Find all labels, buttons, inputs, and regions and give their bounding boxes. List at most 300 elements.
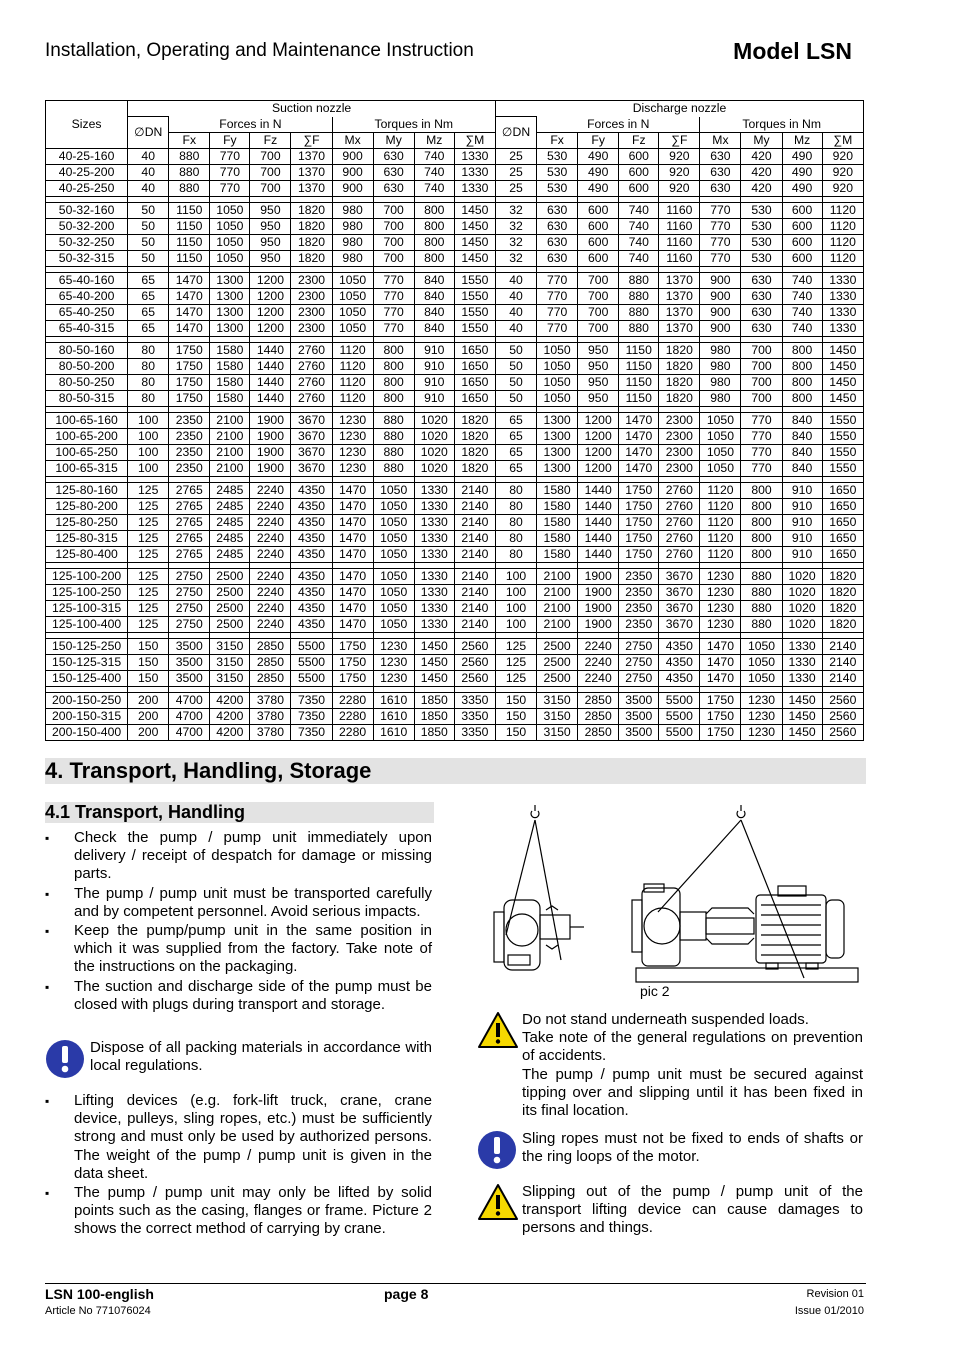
- value-cell: 40: [128, 164, 169, 180]
- size-cell: 125-100-400: [46, 616, 128, 632]
- value-cell: 1050: [741, 638, 782, 654]
- value-cell: 1120: [700, 514, 741, 530]
- size-cell: 80-50-200: [46, 358, 128, 374]
- value-cell: 490: [782, 164, 822, 180]
- header-discharge: Discharge nozzle: [496, 101, 864, 117]
- value-cell: 1900: [250, 444, 291, 460]
- value-cell: 1300: [210, 272, 250, 288]
- value-cell: 1470: [332, 584, 373, 600]
- value-cell: 950: [250, 250, 291, 266]
- value-cell: 200: [128, 724, 169, 740]
- bullet-list: [45, 1092, 432, 1239]
- value-cell: 2850: [578, 724, 619, 740]
- value-cell: 100: [128, 412, 169, 428]
- table-row: [46, 584, 864, 600]
- value-cell: 125: [128, 546, 169, 562]
- value-cell: 420: [741, 180, 782, 196]
- value-cell: 2350: [619, 568, 659, 584]
- value-cell: 2240: [250, 568, 291, 584]
- value-cell: 1580: [210, 390, 250, 406]
- value-cell: 630: [537, 218, 578, 234]
- value-cell: 2350: [619, 584, 659, 600]
- value-cell: 40: [128, 148, 169, 164]
- value-cell: 920: [822, 164, 863, 180]
- bullet-list: [45, 829, 432, 1014]
- value-cell: 700: [250, 180, 291, 196]
- value-cell: 1050: [537, 342, 578, 358]
- value-cell: 1160: [659, 202, 700, 218]
- value-cell: 2760: [659, 546, 700, 562]
- value-cell: 4700: [169, 708, 210, 724]
- value-cell: 1330: [414, 600, 454, 616]
- value-cell: 880: [169, 180, 210, 196]
- value-cell: 770: [537, 320, 578, 336]
- value-cell: 1850: [414, 692, 454, 708]
- value-cell: 1820: [454, 460, 495, 476]
- value-cell: 40: [496, 304, 537, 320]
- value-cell: 4350: [659, 670, 700, 686]
- value-cell: 900: [332, 180, 373, 196]
- value-cell: 770: [700, 202, 741, 218]
- table-row: [46, 250, 864, 266]
- value-cell: 1200: [250, 320, 291, 336]
- value-cell: 600: [619, 180, 659, 196]
- value-cell: 980: [332, 202, 373, 218]
- value-cell: 1230: [373, 670, 414, 686]
- value-cell: 980: [700, 390, 741, 406]
- value-cell: 2350: [619, 600, 659, 616]
- value-cell: 1440: [578, 482, 619, 498]
- value-cell: 490: [578, 164, 619, 180]
- value-cell: 880: [373, 460, 414, 476]
- value-cell: 1160: [659, 250, 700, 266]
- value-cell: 2485: [210, 514, 250, 530]
- value-cell: 1050: [373, 584, 414, 600]
- value-cell: 200: [128, 708, 169, 724]
- value-cell: 4700: [169, 692, 210, 708]
- value-cell: 1020: [782, 616, 822, 632]
- value-cell: 4350: [291, 600, 332, 616]
- warning-suspended-loads: [477, 1011, 863, 1120]
- value-cell: 2140: [822, 638, 863, 654]
- value-cell: 3780: [250, 724, 291, 740]
- value-cell: 1580: [537, 546, 578, 562]
- value-cell: 1150: [619, 390, 659, 406]
- value-cell: 2760: [659, 514, 700, 530]
- value-cell: 125: [496, 638, 537, 654]
- value-cell: 1200: [578, 444, 619, 460]
- value-cell: 1020: [414, 428, 454, 444]
- value-cell: 3150: [537, 724, 578, 740]
- value-cell: 1370: [659, 288, 700, 304]
- size-cell: 200-150-250: [46, 692, 128, 708]
- value-cell: 800: [741, 514, 782, 530]
- value-cell: 1470: [619, 460, 659, 476]
- value-cell: 880: [619, 320, 659, 336]
- value-cell: 2280: [332, 708, 373, 724]
- value-cell: 800: [782, 358, 822, 374]
- value-cell: 1300: [210, 304, 250, 320]
- value-cell: 1050: [741, 654, 782, 670]
- value-cell: 920: [659, 180, 700, 196]
- value-cell: 100: [496, 568, 537, 584]
- value-cell: 4200: [210, 724, 250, 740]
- value-cell: 630: [741, 272, 782, 288]
- size-cell: 125-80-200: [46, 498, 128, 514]
- value-cell: 1050: [373, 482, 414, 498]
- value-cell: 1470: [332, 568, 373, 584]
- value-cell: 2300: [659, 460, 700, 476]
- value-cell: 1020: [414, 412, 454, 428]
- note-disposal: [45, 1039, 432, 1075]
- value-cell: 150: [496, 724, 537, 740]
- value-cell: 2560: [822, 692, 863, 708]
- value-cell: 1820: [822, 600, 863, 616]
- value-cell: 125: [128, 514, 169, 530]
- value-cell: 1470: [619, 444, 659, 460]
- value-cell: 25: [496, 180, 537, 196]
- value-cell: 2850: [250, 654, 291, 670]
- value-cell: 950: [578, 358, 619, 374]
- size-cell: 100-65-200: [46, 428, 128, 444]
- value-cell: 1330: [822, 304, 863, 320]
- value-cell: 700: [373, 250, 414, 266]
- value-cell: 800: [414, 250, 454, 266]
- value-cell: 1820: [659, 358, 700, 374]
- value-cell: 1230: [373, 654, 414, 670]
- value-cell: 630: [741, 320, 782, 336]
- value-cell: 770: [537, 288, 578, 304]
- value-cell: 2300: [659, 444, 700, 460]
- header-forces: Forces in N: [537, 117, 700, 133]
- header-suction: Suction nozzle: [128, 101, 496, 117]
- value-cell: 125: [496, 670, 537, 686]
- value-cell: 3150: [210, 638, 250, 654]
- value-cell: 630: [741, 288, 782, 304]
- value-cell: 900: [332, 148, 373, 164]
- value-cell: 1230: [700, 568, 741, 584]
- value-cell: 1550: [822, 428, 863, 444]
- size-cell: 50-32-160: [46, 202, 128, 218]
- size-cell: 200-150-315: [46, 708, 128, 724]
- value-cell: 1470: [700, 638, 741, 654]
- value-cell: 700: [578, 304, 619, 320]
- value-cell: 2280: [332, 724, 373, 740]
- value-cell: 1450: [414, 654, 454, 670]
- value-cell: 1750: [619, 482, 659, 498]
- value-cell: 2240: [250, 530, 291, 546]
- value-cell: 2300: [291, 304, 332, 320]
- warning-triangle-icon: [477, 1011, 519, 1049]
- value-cell: 1450: [822, 342, 863, 358]
- value-cell: 1370: [659, 272, 700, 288]
- size-cell: 40-25-160: [46, 148, 128, 164]
- value-cell: 4350: [291, 568, 332, 584]
- value-cell: 1450: [782, 708, 822, 724]
- info-exclamation-icon: [45, 1039, 85, 1079]
- table-row: [46, 482, 864, 498]
- value-cell: 700: [578, 272, 619, 288]
- value-cell: 5500: [659, 708, 700, 724]
- value-cell: 770: [741, 460, 782, 476]
- value-cell: 1820: [454, 428, 495, 444]
- size-cell: 50-32-200: [46, 218, 128, 234]
- value-cell: 770: [537, 272, 578, 288]
- value-cell: 910: [782, 482, 822, 498]
- value-cell: 1650: [454, 374, 495, 390]
- value-cell: 1370: [291, 164, 332, 180]
- value-cell: 1470: [169, 272, 210, 288]
- value-cell: 530: [537, 164, 578, 180]
- table-row: [46, 358, 864, 374]
- value-cell: 1450: [822, 374, 863, 390]
- value-cell: 40: [128, 180, 169, 196]
- warning-triangle-icon: [477, 1183, 519, 1221]
- left-column: [45, 829, 432, 1015]
- value-cell: 700: [741, 342, 782, 358]
- column-header: ∑F: [659, 132, 700, 148]
- value-cell: 4350: [291, 616, 332, 632]
- value-cell: 1050: [373, 616, 414, 632]
- value-cell: 3670: [291, 460, 332, 476]
- value-cell: 32: [496, 218, 537, 234]
- list-item: ▪ Keep the pump/pump unit in the same position in which it was supplied from the factory. Take note of the instructions on the packaging.: [45, 922, 432, 977]
- footer-page: page 8: [384, 1286, 429, 1302]
- value-cell: 2140: [454, 530, 495, 546]
- value-cell: 1900: [250, 460, 291, 476]
- table-row: [46, 460, 864, 476]
- size-cell: 125-80-315: [46, 530, 128, 546]
- value-cell: 32: [496, 234, 537, 250]
- value-cell: 1650: [454, 358, 495, 374]
- value-cell: 600: [578, 250, 619, 266]
- value-cell: 1200: [250, 272, 291, 288]
- value-cell: 840: [782, 412, 822, 428]
- value-cell: 1470: [332, 546, 373, 562]
- value-cell: 3780: [250, 692, 291, 708]
- footer-divider: [45, 1283, 866, 1284]
- value-cell: 4350: [291, 498, 332, 514]
- value-cell: 1050: [373, 546, 414, 562]
- value-cell: 1050: [373, 600, 414, 616]
- value-cell: 1580: [537, 498, 578, 514]
- value-cell: 630: [700, 148, 741, 164]
- value-cell: 100: [496, 616, 537, 632]
- value-cell: 2140: [454, 482, 495, 498]
- value-cell: 840: [414, 320, 454, 336]
- value-cell: 2500: [210, 584, 250, 600]
- value-cell: 880: [373, 428, 414, 444]
- value-cell: 1610: [373, 692, 414, 708]
- table-row: [46, 670, 864, 686]
- value-cell: 2765: [169, 530, 210, 546]
- value-cell: 2750: [619, 654, 659, 670]
- value-cell: 880: [619, 272, 659, 288]
- value-cell: 1150: [619, 342, 659, 358]
- value-cell: 770: [741, 412, 782, 428]
- value-cell: 2560: [454, 670, 495, 686]
- value-cell: 770: [537, 304, 578, 320]
- value-cell: 2750: [619, 638, 659, 654]
- value-cell: 1750: [169, 342, 210, 358]
- value-cell: 1050: [332, 288, 373, 304]
- value-cell: 3670: [659, 616, 700, 632]
- value-cell: 1580: [210, 358, 250, 374]
- value-cell: 1650: [822, 530, 863, 546]
- header-torques: Torques in Nm: [700, 117, 864, 133]
- value-cell: 1650: [454, 390, 495, 406]
- value-cell: 1580: [210, 374, 250, 390]
- value-cell: 1450: [822, 358, 863, 374]
- value-cell: 700: [741, 374, 782, 390]
- value-cell: 900: [700, 320, 741, 336]
- size-cell: 40-25-200: [46, 164, 128, 180]
- size-cell: 50-32-315: [46, 250, 128, 266]
- value-cell: 1820: [659, 342, 700, 358]
- value-cell: 630: [700, 180, 741, 196]
- value-cell: 490: [578, 180, 619, 196]
- value-cell: 1120: [700, 482, 741, 498]
- value-cell: 4350: [659, 638, 700, 654]
- value-cell: 840: [782, 444, 822, 460]
- value-cell: 740: [619, 202, 659, 218]
- value-cell: 150: [128, 638, 169, 654]
- value-cell: 1330: [822, 272, 863, 288]
- value-cell: 4350: [291, 530, 332, 546]
- column-header: Fz: [250, 132, 291, 148]
- value-cell: 700: [373, 202, 414, 218]
- value-cell: 1580: [210, 342, 250, 358]
- value-cell: 840: [782, 460, 822, 476]
- value-cell: 3500: [169, 654, 210, 670]
- value-cell: 1580: [537, 482, 578, 498]
- value-cell: 1450: [454, 250, 495, 266]
- value-cell: 4350: [659, 654, 700, 670]
- value-cell: 900: [332, 164, 373, 180]
- value-cell: 880: [373, 412, 414, 428]
- value-cell: 1820: [822, 584, 863, 600]
- value-cell: 1120: [332, 390, 373, 406]
- value-cell: 2750: [169, 584, 210, 600]
- value-cell: 910: [782, 514, 822, 530]
- value-cell: 2760: [659, 530, 700, 546]
- value-cell: 1120: [700, 530, 741, 546]
- value-cell: 5500: [291, 654, 332, 670]
- value-cell: 600: [578, 202, 619, 218]
- value-cell: 65: [496, 428, 537, 444]
- list-item: ▪ The pump / pump unit may only be lifted by solid points such as the casing, flanges or frame. Picture 2 shows the correct method of carrying by crane.: [45, 1184, 432, 1239]
- value-cell: 2760: [291, 358, 332, 374]
- value-cell: 1020: [414, 444, 454, 460]
- value-cell: 2500: [210, 616, 250, 632]
- value-cell: 800: [741, 498, 782, 514]
- value-cell: 80: [496, 498, 537, 514]
- value-cell: 80: [128, 390, 169, 406]
- value-cell: 770: [373, 320, 414, 336]
- value-cell: 7350: [291, 724, 332, 740]
- value-cell: 1440: [578, 546, 619, 562]
- value-cell: 1050: [700, 460, 741, 476]
- value-cell: 900: [700, 272, 741, 288]
- value-cell: 65: [496, 412, 537, 428]
- value-cell: 100: [496, 584, 537, 600]
- value-cell: 900: [700, 304, 741, 320]
- column-header: Mz: [414, 132, 454, 148]
- value-cell: 2240: [250, 584, 291, 600]
- table-row: [46, 412, 864, 428]
- value-cell: 1440: [250, 374, 291, 390]
- value-cell: 1750: [169, 390, 210, 406]
- value-cell: 1750: [700, 708, 741, 724]
- value-cell: 1650: [822, 514, 863, 530]
- value-cell: 2100: [210, 412, 250, 428]
- value-cell: 1470: [619, 412, 659, 428]
- value-cell: 490: [578, 148, 619, 164]
- value-cell: 2300: [291, 288, 332, 304]
- value-cell: 1050: [741, 670, 782, 686]
- value-cell: 7350: [291, 708, 332, 724]
- value-cell: 980: [332, 218, 373, 234]
- value-cell: 1020: [782, 584, 822, 600]
- size-cell: 125-100-250: [46, 584, 128, 600]
- value-cell: 1820: [454, 444, 495, 460]
- model-name: Model LSN: [733, 38, 852, 64]
- value-cell: 530: [537, 180, 578, 196]
- value-cell: 1450: [822, 390, 863, 406]
- value-cell: 880: [741, 568, 782, 584]
- value-cell: 1120: [822, 234, 863, 250]
- value-cell: 1020: [782, 600, 822, 616]
- value-cell: 1230: [332, 444, 373, 460]
- value-cell: 1120: [822, 218, 863, 234]
- value-cell: 880: [741, 616, 782, 632]
- value-cell: 630: [700, 164, 741, 180]
- warning-slipping: [477, 1183, 863, 1238]
- value-cell: 1370: [291, 148, 332, 164]
- value-cell: 200: [128, 692, 169, 708]
- value-cell: 1440: [578, 498, 619, 514]
- value-cell: 2240: [250, 482, 291, 498]
- value-cell: 1230: [700, 584, 741, 600]
- value-cell: 2750: [169, 600, 210, 616]
- value-cell: 740: [414, 148, 454, 164]
- value-cell: 1050: [332, 272, 373, 288]
- value-cell: 3500: [169, 638, 210, 654]
- value-cell: 1120: [700, 546, 741, 562]
- table-row: [46, 708, 864, 724]
- value-cell: 910: [414, 358, 454, 374]
- value-cell: 1230: [741, 708, 782, 724]
- value-cell: 1850: [414, 708, 454, 724]
- value-cell: 2240: [250, 600, 291, 616]
- value-cell: 1900: [578, 584, 619, 600]
- value-cell: 910: [414, 342, 454, 358]
- value-cell: 1050: [537, 390, 578, 406]
- value-cell: 25: [496, 164, 537, 180]
- value-cell: 2100: [210, 460, 250, 476]
- value-cell: 800: [373, 342, 414, 358]
- value-cell: 700: [578, 320, 619, 336]
- value-cell: 2750: [169, 616, 210, 632]
- value-cell: 1550: [454, 272, 495, 288]
- value-cell: 3500: [619, 708, 659, 724]
- value-cell: 1330: [454, 148, 495, 164]
- value-cell: 4200: [210, 692, 250, 708]
- value-cell: 1330: [822, 288, 863, 304]
- value-cell: 1470: [700, 670, 741, 686]
- header-sizes: Sizes: [46, 101, 128, 149]
- value-cell: 980: [700, 342, 741, 358]
